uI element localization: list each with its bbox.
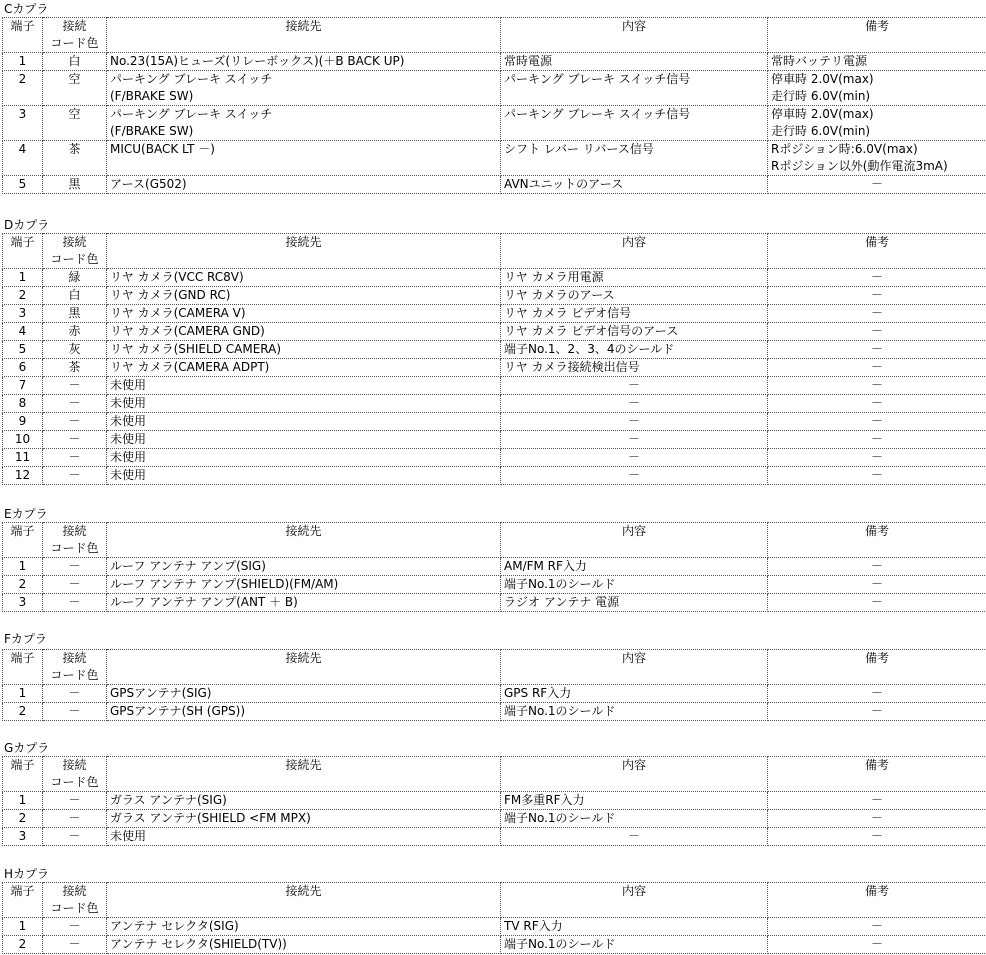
cell-terminal: 10 [3,431,43,449]
cell-terminal: 8 [3,395,43,413]
cell-terminal: 11 [3,449,43,467]
table-header-row [3,234,986,269]
header-destination: 接続先 [107,234,501,269]
cell-code-color: － [43,810,107,828]
header-terminal: 端子 [3,523,43,558]
cell-terminal: 2 [3,936,43,954]
cell-terminal: 4 [3,323,43,341]
cell-destination: No.23(15A)ヒューズ(リレーボックス)(＋B BACK UP) [107,53,501,71]
cell-terminal: 7 [3,377,43,395]
cell-content: 端子No.1のシールド [501,703,768,721]
table-row [3,71,986,106]
cell-terminal: 2 [3,703,43,721]
table-row [3,287,986,305]
table-row [3,395,986,413]
cell-code-color: － [43,467,107,485]
cell-code-color: － [43,377,107,395]
cell-note: 常時バッテリ電源 [768,53,986,71]
table-row [3,377,986,395]
cell-note: － [768,936,986,954]
header-content: 内容 [501,650,768,685]
header-code-color: 接続 コード色 [43,883,107,918]
cell-content: AM/FM RF入力 [501,558,768,576]
table-header-row [3,757,986,792]
cell-destination: リヤ カメラ(CAMERA GND) [107,323,501,341]
cell-note: － [768,413,986,431]
cell-content: － [501,395,768,413]
cell-note: － [768,685,986,703]
cell-code-color: 白 [43,287,107,305]
header-destination: 接続先 [107,18,501,53]
cell-destination: 未使用 [107,413,501,431]
cell-code-color: － [43,936,107,954]
cell-content: リヤ カメラ接続検出信号 [501,359,768,377]
cell-terminal: 1 [3,918,43,936]
cell-code-color: － [43,594,107,612]
cell-note: － [768,341,986,359]
cell-code-color: 緑 [43,269,107,287]
table-row [3,341,986,359]
cell-code-color: 空 [43,106,107,141]
cell-note: － [768,287,986,305]
header-note: 備考 [768,883,986,918]
cell-content: 端子No.1のシールド [501,810,768,828]
cell-note: － [768,467,986,485]
cell-destination: リヤ カメラ(SHIELD CAMERA) [107,341,501,359]
cell-note: － [768,810,986,828]
cell-note: － [768,269,986,287]
cell-content: TV RF入力 [501,918,768,936]
cell-content: パーキング ブレーキ スイッチ信号 [501,106,768,141]
header-content: 内容 [501,757,768,792]
cell-content: － [501,377,768,395]
cell-content: ラジオ アンテナ 電源 [501,594,768,612]
table-row [3,467,986,485]
section-title: Hカプラ [4,867,50,881]
header-note: 備考 [768,523,986,558]
cell-code-color: － [43,413,107,431]
table-row [3,449,986,467]
header-destination: 接続先 [107,523,501,558]
header-destination: 接続先 [107,650,501,685]
cell-note: － [768,594,986,612]
cell-code-color: 灰 [43,341,107,359]
cell-content: AVNユニットのアース [501,176,768,194]
table-row [3,703,986,721]
cell-content: 常時電源 [501,53,768,71]
cell-destination: リヤ カメラ(VCC RC8V) [107,269,501,287]
cell-code-color: － [43,792,107,810]
cell-destination: 未使用 [107,449,501,467]
table-row [3,558,986,576]
header-destination: 接続先 [107,757,501,792]
cell-code-color: － [43,449,107,467]
cell-destination: アース(G502) [107,176,501,194]
cell-terminal: 5 [3,341,43,359]
cell-destination: アンテナ セレクタ(SIG) [107,918,501,936]
header-note: 備考 [768,757,986,792]
cell-code-color: 茶 [43,359,107,377]
cell-destination: 未使用 [107,467,501,485]
cell-terminal: 2 [3,810,43,828]
cell-note: － [768,576,986,594]
cell-terminal: 1 [3,269,43,287]
header-note: 備考 [768,650,986,685]
cell-destination: GPSアンテナ(SIG) [107,685,501,703]
cell-destination: ガラス アンテナ(SHIELD <FM MPX) [107,810,501,828]
header-terminal: 端子 [3,650,43,685]
cell-terminal: 3 [3,305,43,323]
cell-destination: リヤ カメラ(CAMERA V) [107,305,501,323]
cell-destination: アンテナ セレクタ(SHIELD(TV)) [107,936,501,954]
cell-note: － [768,828,986,846]
table-row [3,792,986,810]
cell-code-color: － [43,395,107,413]
cell-terminal: 9 [3,413,43,431]
table-header-row [3,650,986,685]
cell-code-color: － [43,918,107,936]
cell-note: － [768,377,986,395]
cell-destination: ルーフ アンテナ アンプ(SHIELD)(FM/AM) [107,576,501,594]
table-row [3,828,986,846]
cell-note: － [768,359,986,377]
cell-note: － [768,305,986,323]
cell-terminal: 1 [3,558,43,576]
cell-content: リヤ カメラ ビデオ信号 [501,305,768,323]
cell-terminal: 6 [3,359,43,377]
header-code-color: 接続 コード色 [43,234,107,269]
header-content: 内容 [501,523,768,558]
header-content: 内容 [501,883,768,918]
cell-terminal: 12 [3,467,43,485]
connector-table [2,756,986,846]
connector-table [2,649,986,721]
connector-table [2,233,986,485]
table-header-row [3,883,986,918]
header-terminal: 端子 [3,757,43,792]
cell-content: FM多重RF入力 [501,792,768,810]
cell-code-color: 白 [43,53,107,71]
table-row [3,323,986,341]
cell-content: GPS RF入力 [501,685,768,703]
cell-content: － [501,431,768,449]
cell-terminal: 2 [3,287,43,305]
table-row [3,141,986,176]
cell-terminal: 2 [3,71,43,106]
cell-destination: リヤ カメラ(GND RC) [107,287,501,305]
header-terminal: 端子 [3,234,43,269]
cell-terminal: 3 [3,594,43,612]
header-destination: 接続先 [107,883,501,918]
cell-terminal: 3 [3,106,43,141]
cell-terminal: 1 [3,792,43,810]
cell-content: 端子No.1のシールド [501,576,768,594]
header-note: 備考 [768,234,986,269]
section-title: Gカプラ [4,741,50,755]
cell-terminal: 1 [3,685,43,703]
header-content: 内容 [501,18,768,53]
table-row [3,936,986,954]
section-title: Dカプラ [4,218,50,232]
cell-destination: リヤ カメラ(CAMERA ADPT) [107,359,501,377]
table-row [3,176,986,194]
cell-code-color: 黒 [43,176,107,194]
cell-content: 端子No.1、2、3、4のシールド [501,341,768,359]
cell-note: － [768,395,986,413]
cell-content: 端子No.1のシールド [501,936,768,954]
table-row [3,413,986,431]
cell-code-color: 黒 [43,305,107,323]
table-row [3,53,986,71]
table-row [3,576,986,594]
table-row [3,269,986,287]
header-code-color: 接続 コード色 [43,523,107,558]
connector-table [2,17,986,194]
section-title: Cカプラ [4,2,49,16]
cell-destination: ルーフ アンテナ アンプ(SIG) [107,558,501,576]
cell-content: － [501,449,768,467]
cell-destination: 未使用 [107,828,501,846]
header-note: 備考 [768,18,986,53]
cell-destination: GPSアンテナ(SH (GPS)) [107,703,501,721]
cell-destination: パーキング ブレーキ スイッチ (F/BRAKE SW) [107,106,501,141]
connector-table [2,522,986,612]
cell-destination: 未使用 [107,395,501,413]
cell-code-color: － [43,685,107,703]
section-title: Fカプラ [4,632,47,646]
cell-content: － [501,413,768,431]
table-row [3,594,986,612]
table-row [3,305,986,323]
cell-terminal: 4 [3,141,43,176]
cell-destination: ルーフ アンテナ アンプ(ANT ＋ B) [107,594,501,612]
header-code-color: 接続 コード色 [43,650,107,685]
header-code-color: 接続 コード色 [43,18,107,53]
table-row [3,106,986,141]
cell-destination: MICU(BACK LT －) [107,141,501,176]
table-row [3,685,986,703]
connector-table [2,882,986,954]
cell-content: － [501,467,768,485]
cell-note: － [768,176,986,194]
cell-content: シフト レバー リバース信号 [501,141,768,176]
cell-content: リヤ カメラ ビデオ信号のアース [501,323,768,341]
header-terminal: 端子 [3,18,43,53]
cell-code-color: － [43,828,107,846]
header-terminal: 端子 [3,883,43,918]
cell-note: 停車時 2.0V(max) 走行時 6.0V(min) [768,106,986,141]
table-row [3,810,986,828]
cell-code-color: － [43,431,107,449]
table-row [3,431,986,449]
table-header-row [3,523,986,558]
header-content: 内容 [501,234,768,269]
cell-code-color: － [43,558,107,576]
cell-note: － [768,703,986,721]
cell-code-color: 赤 [43,323,107,341]
cell-content: リヤ カメラのアース [501,287,768,305]
cell-content: リヤ カメラ用電源 [501,269,768,287]
cell-note: － [768,792,986,810]
cell-note: － [768,918,986,936]
cell-code-color: 茶 [43,141,107,176]
cell-note: － [768,449,986,467]
header-code-color: 接続 コード色 [43,757,107,792]
cell-terminal: 5 [3,176,43,194]
table-header-row [3,18,986,53]
cell-destination: パーキング ブレーキ スイッチ (F/BRAKE SW) [107,71,501,106]
cell-note: 停車時 2.0V(max) 走行時 6.0V(min) [768,71,986,106]
cell-terminal: 3 [3,828,43,846]
cell-note: － [768,323,986,341]
cell-note: Rポジション時:6.0V(max) Rポジション以外(動作電流3mA) [768,141,986,176]
cell-content: パーキング ブレーキ スイッチ信号 [501,71,768,106]
cell-destination: 未使用 [107,377,501,395]
cell-terminal: 1 [3,53,43,71]
cell-destination: 未使用 [107,431,501,449]
cell-destination: ガラス アンテナ(SIG) [107,792,501,810]
table-row [3,359,986,377]
cell-note: － [768,558,986,576]
table-row [3,918,986,936]
cell-code-color: － [43,576,107,594]
cell-content: － [501,828,768,846]
cell-code-color: 空 [43,71,107,106]
section-title: Eカプラ [4,507,48,521]
cell-note: － [768,431,986,449]
cell-code-color: － [43,703,107,721]
cell-terminal: 2 [3,576,43,594]
